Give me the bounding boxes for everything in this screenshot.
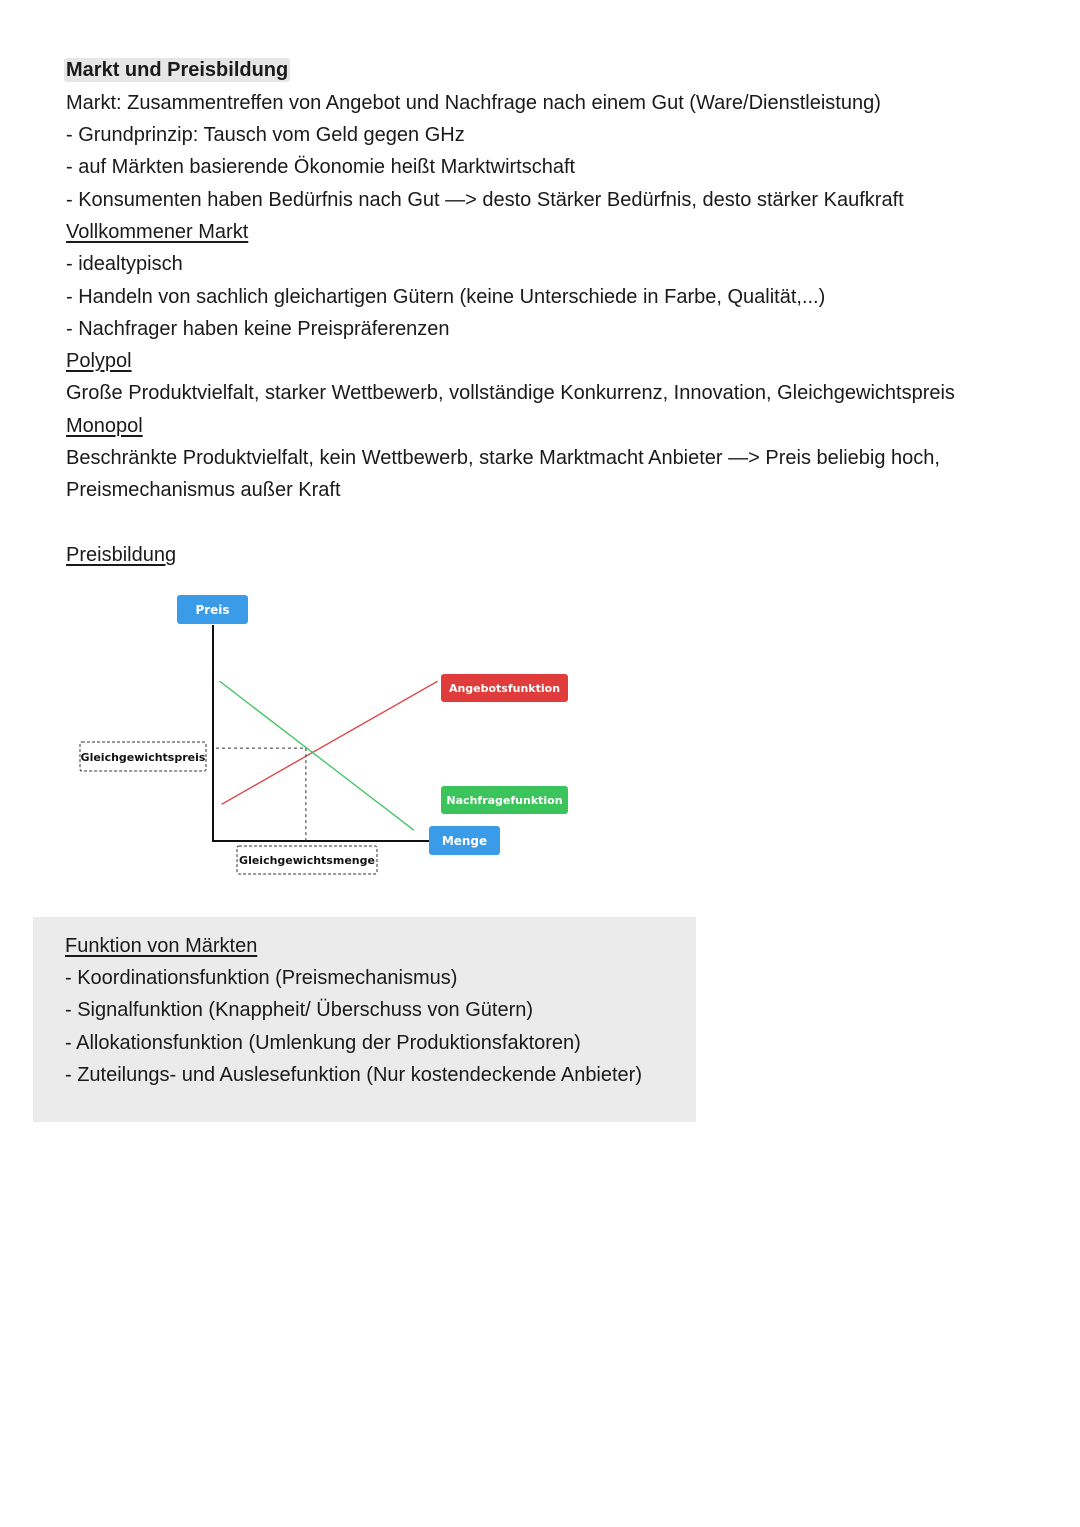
intro-line: Markt: Zusammentreffen von Angebot und Nachfrage nach einem Gut (Ware/Dienstleistung)	[66, 92, 881, 114]
x-axis-label: Menge	[441, 834, 488, 848]
funktion-item: - Allokationsfunktion (Umlenkung der Produktionsfaktoren)	[65, 1032, 581, 1054]
equilibrium-quantity-label: Gleichgewichtsmenge	[239, 854, 375, 867]
intro-line: - Konsumenten haben Bedürfnis nach Gut —> desto Stärker Bedürfnis, desto stärker Kaufkraft	[66, 189, 904, 211]
funktion-item: - Koordinationsfunktion (Preismechanismus)	[65, 967, 458, 989]
polypol-heading: Polypol	[66, 350, 132, 372]
y-axis-label: Preis	[195, 603, 230, 617]
intro-line: - auf Märkten basierende Ökonomie heißt Marktwirtschaft	[66, 156, 576, 178]
intro-line: - Grundprinzip: Tausch vom Geld gegen GHz	[66, 124, 465, 146]
supply-legend-label: Angebotsfunktion	[448, 682, 561, 695]
funktion-item: - Zuteilungs- und Auslesefunktion (Nur kostendeckende Anbieter)	[65, 1064, 643, 1086]
polypol-text: Große Produktvielfalt, starker Wettbewerb, vollständige Konkurrenz, Innovation, Gleichgewichtspreis	[66, 382, 955, 404]
demand-series-line	[219, 681, 413, 830]
funktion-heading: Funktion von Märkten	[65, 935, 258, 957]
preisbildung-heading: Preisbildung	[66, 544, 177, 566]
vollkommener-item: - idealtypisch	[66, 253, 183, 275]
monopol-text: Beschränkte Produktvielfalt, kein Wettbewerb, starke Marktmacht Anbieter —> Preis beliebig hoch,	[66, 447, 940, 469]
equilibrium-price-label: Gleichgewichtspreis	[80, 751, 206, 764]
funktion-item: - Signalfunktion (Knappheit/ Überschuss von Gütern)	[65, 999, 534, 1021]
vollkommener-item: - Nachfrager haben keine Preispräferenzen	[66, 318, 450, 340]
monopol-heading: Monopol	[66, 415, 143, 437]
supply-series-line	[222, 681, 438, 804]
vollkommener-markt-heading: Vollkommener Markt	[66, 221, 249, 243]
monopol-text: Preismechanismus außer Kraft	[66, 479, 341, 501]
page-title: Markt und Preisbildung	[66, 59, 289, 81]
supply-demand-chart	[0, 580, 640, 890]
vollkommener-item: - Handeln von sachlich gleichartigen Gütern (keine Unterschiede in Farbe, Qualität,...)	[66, 286, 826, 308]
demand-legend-label: Nachfragefunktion	[446, 794, 563, 807]
